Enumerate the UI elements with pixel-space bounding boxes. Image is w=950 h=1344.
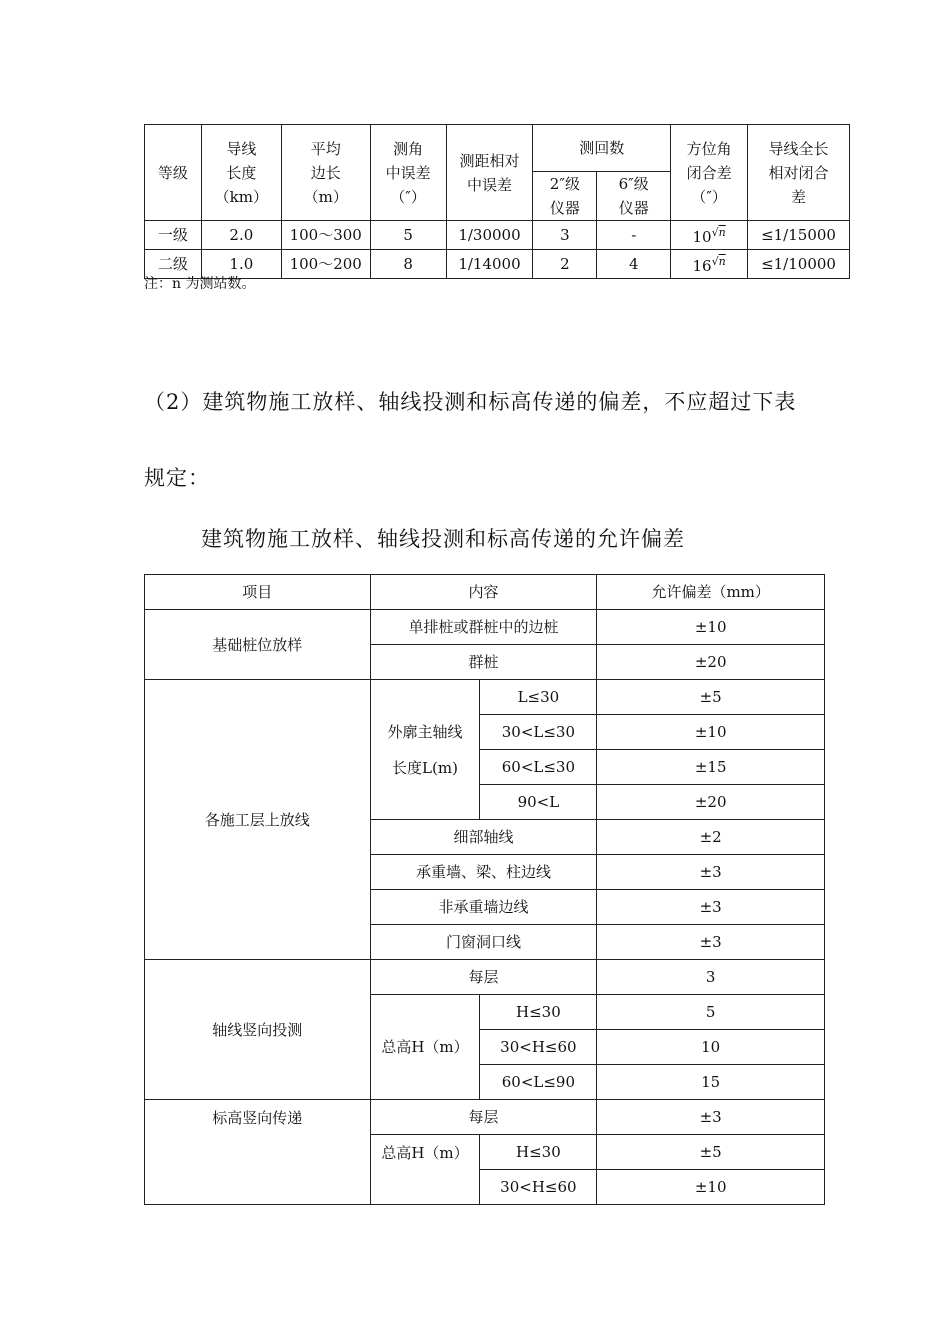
cell-tolerance: ±3 (597, 890, 825, 925)
cell-sub: H≤30 (480, 1135, 597, 1170)
cell-content: 非承重墙边线 (370, 890, 597, 925)
cell-tolerance: 10 (597, 1030, 825, 1065)
cell-content: 细部轴线 (370, 820, 597, 855)
paragraph-line-2: 规定： (144, 466, 210, 490)
cell-content: 群桩 (370, 645, 597, 680)
cell-relative-closure: ≤1/10000 (748, 250, 850, 279)
cell-tolerance: 5 (597, 995, 825, 1030)
cell-relative-closure: ≤1/15000 (748, 221, 850, 250)
group-total-height: 总高H（m） (370, 995, 480, 1100)
header-tolerance: 允许偏差（mm） (597, 575, 825, 610)
tolerance-table (144, 574, 825, 1205)
table-row (145, 960, 825, 995)
cell-distance-error: 1/30000 (446, 221, 533, 250)
item-elevation-transfer: 标高竖向传递 (145, 1100, 371, 1205)
cell-tolerance: ±5 (597, 680, 825, 715)
cell-azimuth: $16^{√n}$ (671, 250, 748, 279)
cell-tolerance: ±3 (597, 925, 825, 960)
cell-tolerance: ±2 (597, 820, 825, 855)
cell-content: 门窗洞口线 (370, 925, 597, 960)
cell-rounds-2sec: 3 (533, 221, 597, 250)
header-angle-error: 测角 中误差 （″） (370, 125, 446, 221)
cell-content: 每层 (370, 1100, 597, 1135)
header-length: 导线 长度 （km） (201, 125, 281, 221)
cell-sub: 30<H≤60 (480, 1030, 597, 1065)
item-foundation: 基础桩位放样 (145, 610, 371, 680)
header-content: 内容 (370, 575, 597, 610)
paragraph-line-1: （2）建筑物施工放样、轴线投测和标高传递的偏差，不应超过下表 (144, 390, 797, 414)
cell-sub: H≤30 (480, 995, 597, 1030)
traverse-spec-table (144, 124, 850, 279)
header-item: 项目 (145, 575, 371, 610)
cell-sub: L≤30 (480, 680, 597, 715)
cell-content: 承重墙、梁、柱边线 (370, 855, 597, 890)
table-row (145, 610, 825, 645)
cell-distance-error: 1/14000 (446, 250, 533, 279)
cell-grade: 二级 (145, 250, 202, 279)
cell-sub: 60<L≤90 (480, 1065, 597, 1100)
table-row (145, 680, 825, 715)
cell-tolerance: ±3 (597, 1100, 825, 1135)
cell-tolerance: 3 (597, 960, 825, 995)
cell-sub: 60<L≤30 (480, 750, 597, 785)
cell-content: 每层 (370, 960, 597, 995)
group-outline-axis: 外廓主轴线 长度L(m) (370, 680, 480, 820)
cell-avg-side: 100～200 (281, 250, 370, 279)
cell-tolerance: ±10 (597, 715, 825, 750)
cell-tolerance: ±5 (597, 1135, 825, 1170)
table-note: 注：n 为测站数。 (144, 276, 256, 292)
cell-angle-error: 5 (370, 221, 446, 250)
cell-rounds-6sec: 4 (597, 250, 671, 279)
header-2sec-instrument: 2″级 仪器 (533, 172, 597, 221)
cell-tolerance: ±10 (597, 610, 825, 645)
header-6sec-instrument: 6″级 仪器 (597, 172, 671, 221)
cell-length: 1.0 (201, 250, 281, 279)
header-grade: 等级 (145, 125, 202, 221)
cell-sub: 30<L≤30 (480, 715, 597, 750)
cell-grade: 一级 (145, 221, 202, 250)
cell-azimuth: $10^{√n}$ (671, 221, 748, 250)
cell-tolerance: ±10 (597, 1170, 825, 1205)
header-rounds: 测回数 (533, 125, 671, 172)
table-caption: 建筑物施工放样、轴线投测和标高传递的允许偏差 (201, 527, 685, 551)
cell-avg-side: 100～300 (281, 221, 370, 250)
cell-tolerance: ±20 (597, 785, 825, 820)
table-row (145, 221, 850, 250)
cell-length: 2.0 (201, 221, 281, 250)
cell-rounds-6sec: - (597, 221, 671, 250)
cell-rounds-2sec: 2 (533, 250, 597, 279)
header-avg-side: 平均 边长 （m） (281, 125, 370, 221)
cell-tolerance: ±15 (597, 750, 825, 785)
cell-sub: 90<L (480, 785, 597, 820)
table-row (145, 1100, 825, 1135)
cell-tolerance: ±20 (597, 645, 825, 680)
cell-angle-error: 8 (370, 250, 446, 279)
cell-tolerance: 15 (597, 1065, 825, 1100)
cell-sub: 30<H≤60 (480, 1170, 597, 1205)
group-total-height: 总高H（m） (370, 1135, 480, 1205)
item-axis-projection: 轴线竖向投测 (145, 960, 371, 1100)
header-relative-closure: 导线全长 相对闭合 差 (748, 125, 850, 221)
cell-content: 单排桩或群桩中的边桩 (370, 610, 597, 645)
item-layer-setout: 各施工层上放线 (145, 680, 371, 960)
cell-tolerance: ±3 (597, 855, 825, 890)
header-azimuth: 方位角 闭合差 （″） (671, 125, 748, 221)
header-distance-error: 测距相对 中误差 (446, 125, 533, 221)
